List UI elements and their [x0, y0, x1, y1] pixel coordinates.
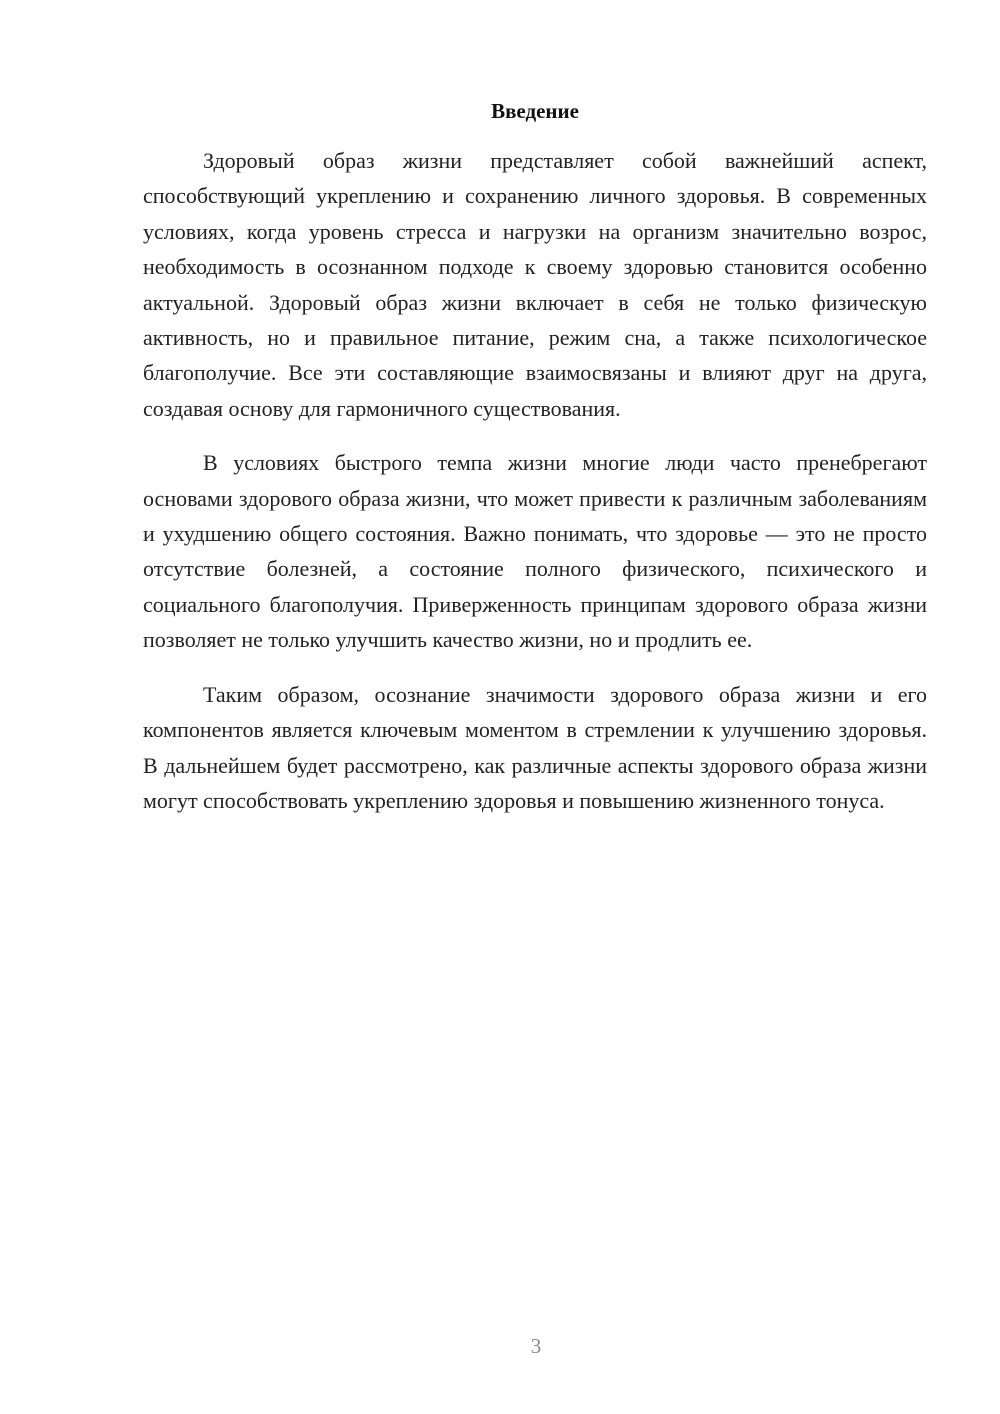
body-text	[143, 143, 927, 818]
paragraph-1: Здоровый образ жизни представляет собой важнейший аспект, способствующий укреплению и сохранению личного здоровья. В современных условиях, когда уровень стресса и нагрузки на организм значительно возрос, необходимость в осознанном подходе к своему здоровью становится особенно актуальной. Здоровый образ жизни включает в себя не только физическую активность, но и правильное питание, режим сна, а также психологическое благополучие. Все эти составляющие взаимосвязаны и влияют друг на друга, создавая основу для гармоничного существования.	[143, 148, 927, 421]
paragraph-2: В условиях быстрого темпа жизни многие люди часто пренебрегают основами здорового образа жизни, что может привести к различным заболеваниям и ухудшению общего состояния. Важно понимать, что здоровье — это не просто отсутствие болезней, а состояние полного физического, психического и социального благополучия. Приверженность принципам здорового образа жизни позволяет не только улучшить качество жизни, но и продлить ее.	[143, 450, 927, 653]
paragraph-3: Таким образом, осознание значимости здорового образа жизни и его компонентов является ключевым моментом в стремлении к улучшению здоровья. В дальнейшем будет рассмотрено, как различные аспекты здорового образа жизни могут способствовать укреплению здоровья и повышению жизненного тонуса.	[143, 681, 927, 813]
page-number: 3	[530, 1334, 542, 1358]
section-heading: Введение	[491, 99, 579, 123]
